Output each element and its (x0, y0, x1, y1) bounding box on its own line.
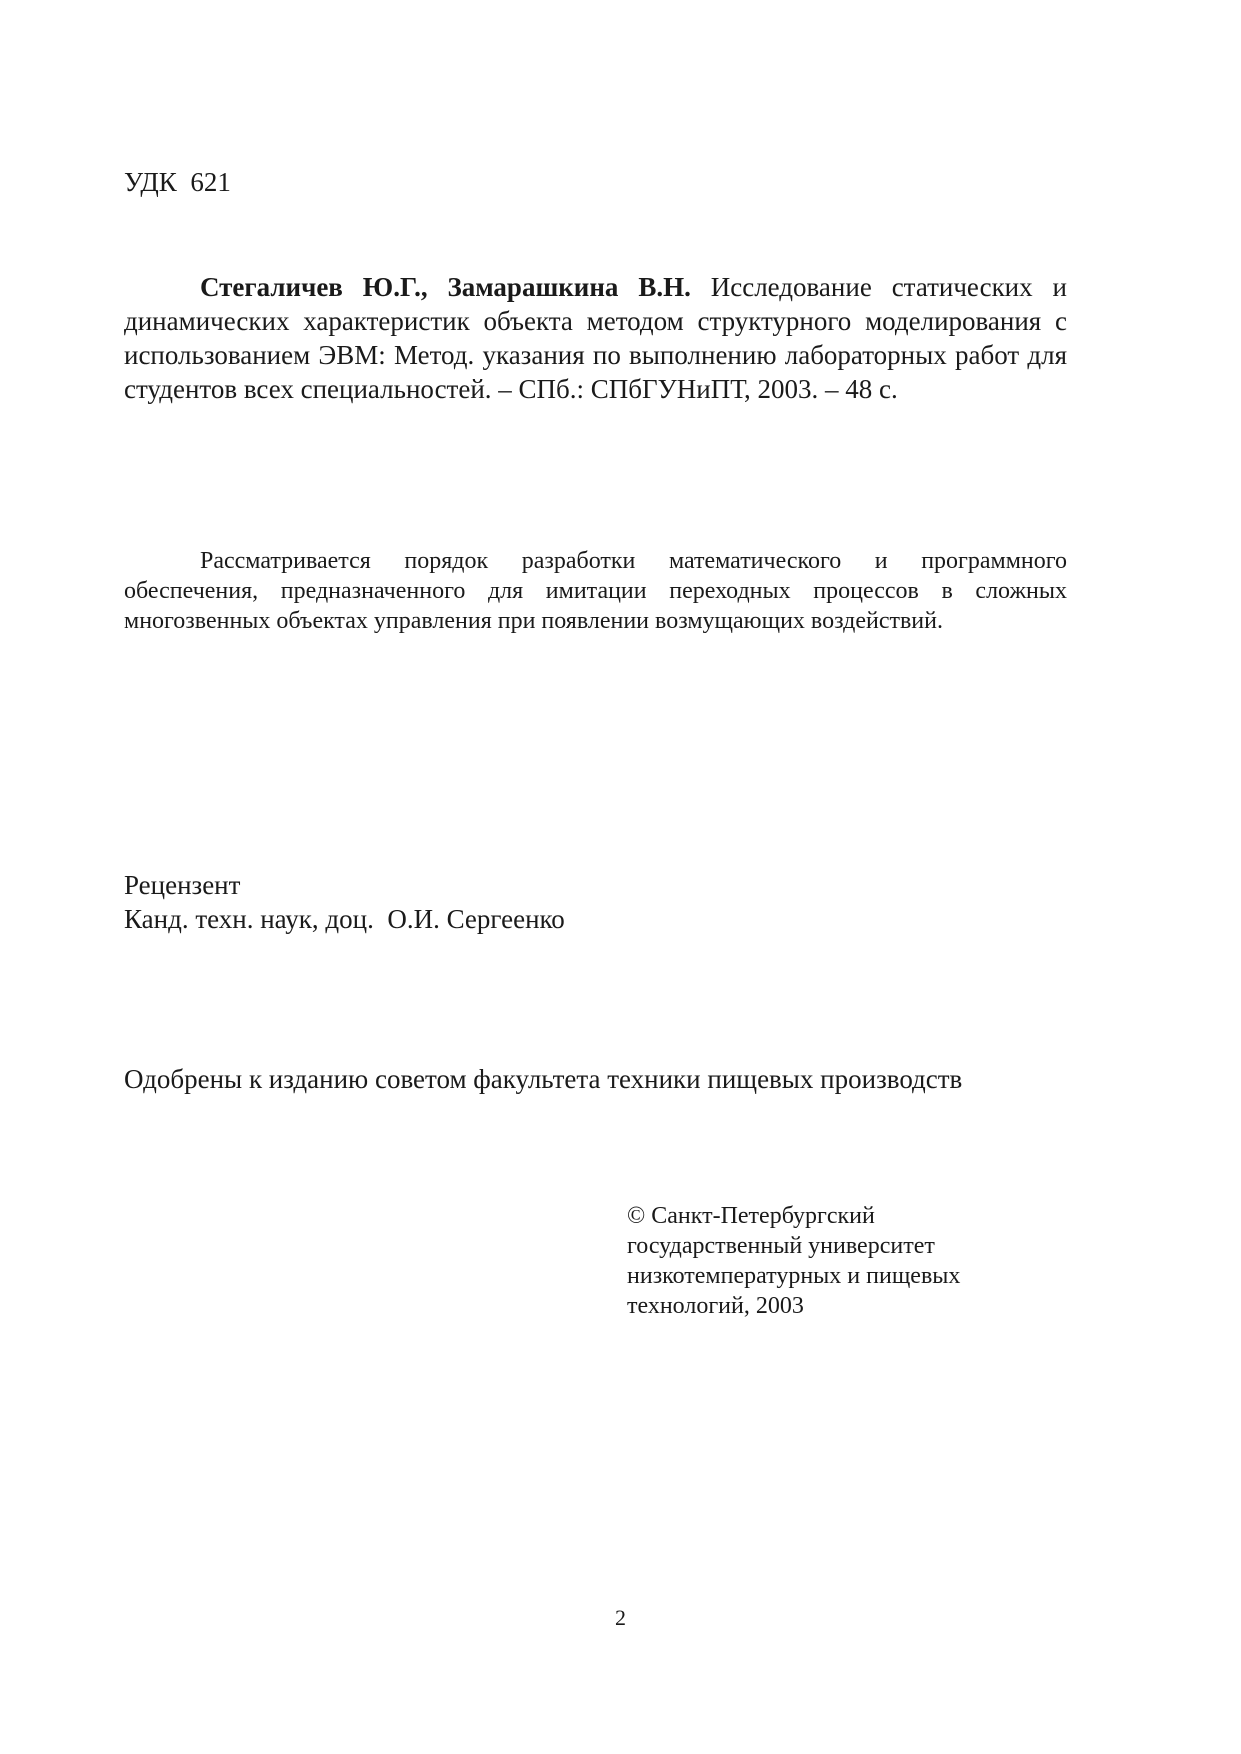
reviewer-block (124, 868, 565, 936)
udk-code: УДК 621 (124, 167, 231, 197)
citation-text: Исследование статических и динамических характеристик объекта методом структурного моделирования с использованием ЭВМ: Метод. указания по выполнению лабораторных работ для студентов всех специальностей. – СПб.: СПбГУНиПТ, 2003. – 48 с. (124, 272, 1067, 404)
reviewer-name: Канд. техн. наук, доц. О.И. Сергеенко (124, 904, 565, 934)
copyright-line-4: технологий, 2003 (627, 1293, 804, 1319)
abstract-paragraph: Рассматривается порядок разработки математического и программного обеспечения, предназначенного для имитации переходных процессов в сложных многозвенных объектах управления при появлении возмущающих воздействий. (124, 548, 1067, 634)
copyright-line-1: © Санкт-Петербургский (627, 1203, 875, 1229)
approval-note: Одобрены к изданию советом факультета техники пищевых производств (124, 1064, 963, 1094)
copyright-line-3: низкотемпературных и пищевых (627, 1263, 961, 1289)
reviewer-label: Рецензент (124, 870, 241, 900)
page-number: 2 (615, 1605, 626, 1630)
bibliographic-citation (124, 270, 1067, 406)
copyright-line-2: государственный университет (627, 1233, 935, 1259)
citation-authors: Стегаличев Ю.Г., Замарашкина В.Н. (200, 272, 691, 302)
copyright-block (627, 1201, 960, 1321)
